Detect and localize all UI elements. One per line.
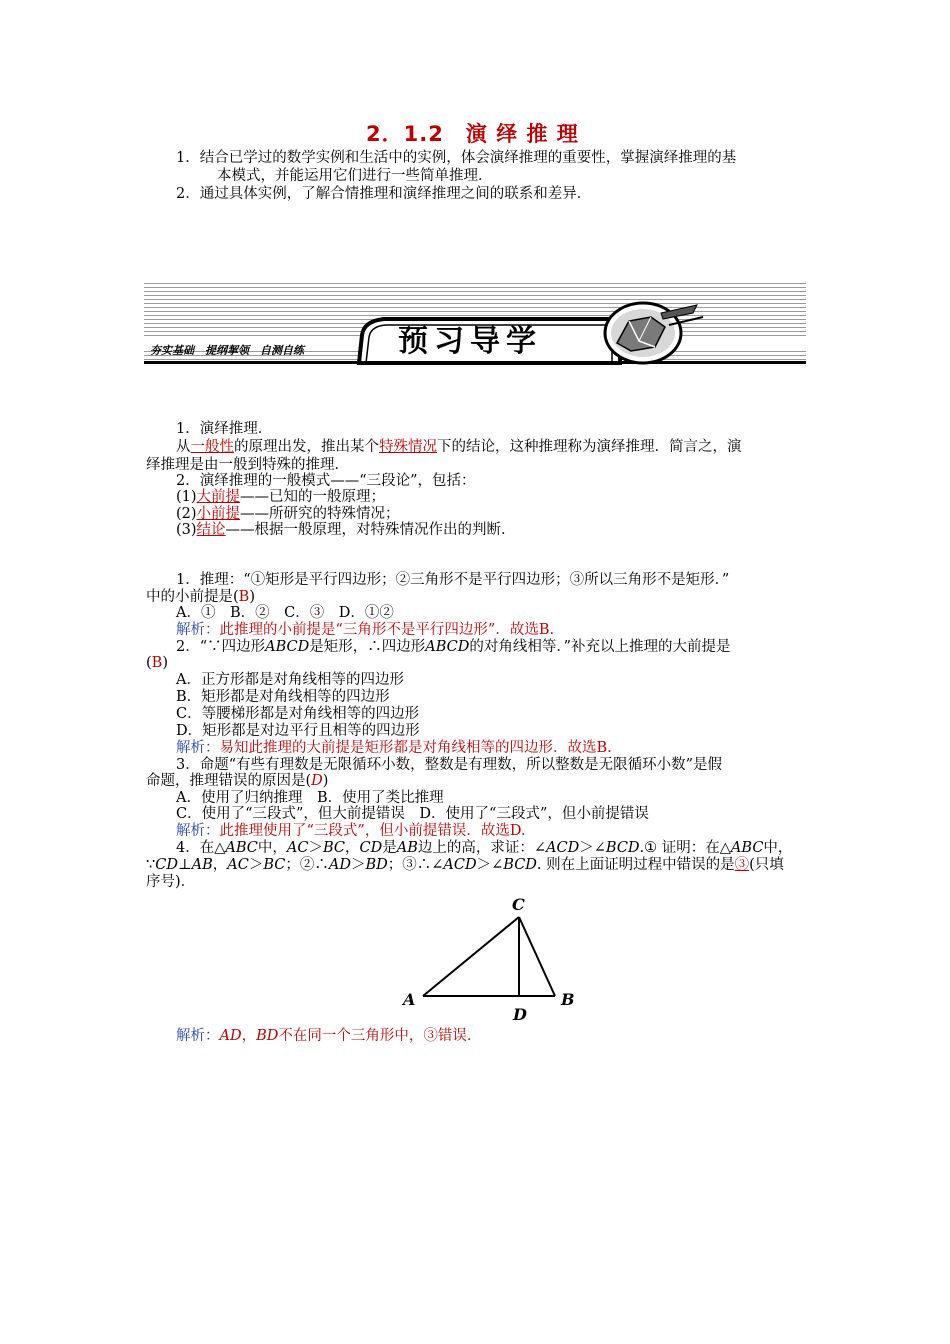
fill-blank-general: 一般性 [190,439,234,455]
objective-1-line2: 本模式，并能运用它们进行一些简单推理． [217,168,493,184]
analysis-label: 解析： [176,622,220,638]
text: ＞ [350,857,366,873]
var: AC [227,857,249,873]
text: ) [249,589,255,605]
q2-answer-line [146,655,168,672]
text: ， [345,840,360,856]
q1-line2 [146,589,255,606]
var: BCD [605,840,640,856]
text: ；③∴∠ [387,857,444,873]
var: ABCD [425,639,470,655]
q3-line1: 3．命题“有些有理数是无限循环小数，整数是有理数，所以整数是无限循环小数”是假 [176,757,723,773]
section-banner [144,283,806,367]
preview-item-3 [176,522,516,539]
text: ；②∴ [285,857,329,873]
preview-paragraph-1-line2: 绎推理是由一般到特殊的推理． [146,457,349,473]
var: ABC [225,840,258,856]
text: 边上的高，求证：∠ [417,840,547,856]
q2-option-b: B．矩形都是对角线相等的四边形 [176,689,390,705]
text: ＞ [248,857,264,873]
triangle-figure [395,893,585,1028]
text: 下的结论，这种推理称为演绎推理．简言之，演 [437,439,742,455]
var: CD [359,840,383,856]
analysis-text: 此推理使用了“三段式”，但小前提错误．故选D. [219,823,526,839]
label-c: C [512,895,525,914]
text: ＞ [308,840,323,856]
preview-paragraph-1 [176,439,742,456]
text: ) [322,773,329,789]
text: ＞∠ [476,857,504,873]
var: AB [191,857,213,873]
var: CD [155,857,178,873]
text: 是 [382,840,397,856]
text: ——所研究的特殊情况； [240,506,400,522]
var: BC [322,840,345,856]
var: ABC [730,840,764,856]
q2-option-d: D．矩形都是对边平行且相等的四边形 [176,723,420,739]
objective-2: 2．通过具体实例，了解合情推理和演绎推理之间的联系和差异． [176,186,592,202]
analysis-label: 解析： [176,823,220,839]
q1-line1: 1．推理：“①矩形是平行四边形；②三角形不是平行四边形；③所以三角形不是矩形．” [176,572,730,588]
q1-options: A．① B．② C．③ D．①② [176,605,394,621]
text: 命题，推理错误的原因是( [146,773,312,789]
text: 中的小前提是( [146,589,239,605]
q4-line1 [176,840,792,857]
var: AD [328,857,351,873]
text: ⊥ [177,857,192,873]
analysis-text: 此推理的小前提是“三角形不是平行四边形”．故选B. [219,622,555,638]
fill-blank-conclusion: 结论 [196,522,226,538]
text: 中， [257,840,287,856]
q2-option-c: C．等腰梯形都是对角线相等的四边形 [176,706,420,722]
text: (1) [176,489,197,505]
text: (只填 [749,857,784,873]
side-bc [519,917,555,996]
text: ) [162,655,168,671]
banner-title: 预习导学 [398,324,542,359]
q2-analysis [176,740,612,757]
text: ——已知的一般原理； [240,489,386,505]
text: 2．“∵四边形 [176,639,266,655]
q4-answer: ③ [734,857,750,873]
var: AC [286,840,309,856]
banner-subtitle: 夯实基础 提纲挈领 自测自练 [150,344,304,357]
q1-answer: B [238,589,250,605]
var: ACD [546,840,580,856]
q4-line2 [146,857,784,874]
text: 的原理出发，推出某个 [234,439,379,455]
text: ——根据一般原理，对特殊情况作出的判断． [225,522,516,538]
preview-item-1 [176,489,385,506]
text: (3) [176,522,197,538]
analysis-label: 解析： [176,740,220,756]
preview-heading-2: 2．演绎推理的一般模式——“三段论”，包括： [176,473,476,489]
text: (2) [176,506,197,522]
var: ABCD [265,639,310,655]
label-a: A [403,990,416,1009]
text: ( [146,655,152,671]
text: ， [212,857,228,873]
side-ac [423,917,519,996]
label-b: B [561,990,575,1009]
var: AB [396,840,418,856]
var: BD [256,1028,279,1044]
text: . 则在上面证明过程中错误的是 [536,857,735,873]
text: 中， [763,840,793,856]
analysis-text: 不在同一个三角形中，③错误． [278,1028,482,1044]
q3-answer: D [311,773,323,789]
analysis-text: 易知此推理的大前提是矩形都是对角线相等的四边形．故选B. [219,740,612,756]
text: 的对角线相等．”补充以上推理的大前提是 [469,639,731,655]
q1-analysis [176,622,554,639]
label-d: D [513,1005,527,1024]
text: .① 证明：在△ [639,840,731,856]
var: BCD [503,857,537,873]
q3-options-cd: C．使用了“三段式”，但大前提错误 D．使用了“三段式”，但小前提错误 [176,806,649,822]
preview-heading-1: 1．演绎推理． [176,421,273,437]
text: 从 [176,439,191,455]
objective-1-line1: 1．结合已学过的数学实例和生活中的实例，体会演绎推理的重要性，掌握演绎推理的基 [176,150,737,166]
var: ACD [443,857,477,873]
text: ∵ [146,857,156,873]
preview-item-2 [176,506,400,523]
var: AD [219,1028,242,1044]
analysis-label: 解析： [176,1028,220,1044]
q2-option-a: A．正方形都是对角线相等的四边形 [176,672,404,688]
text: ＞∠ [579,840,606,856]
q4-line3: 序号)． [146,874,196,890]
q3-options-ab: A．使用了归纳推理 B．使用了类比推理 [176,790,444,806]
fill-blank-major-premise: 大前提 [196,489,241,505]
text: 4．在△ [176,840,226,856]
q3-line2 [146,773,328,790]
text: 是矩形，∴四边形 [309,639,426,655]
analysis-text: ， [241,1028,257,1044]
page-title: 2．1.2 演 绎 推 理 [366,122,579,146]
fill-blank-minor-premise: 小前提 [196,506,241,522]
q4-analysis [176,1028,481,1045]
q2-answer: B [151,655,163,671]
var: BC [263,857,286,873]
q3-analysis [176,823,526,840]
book-pen-icon [599,283,709,367]
var: BD [365,857,388,873]
fill-blank-special: 特殊情况 [379,439,437,455]
q2-line1 [176,639,731,656]
